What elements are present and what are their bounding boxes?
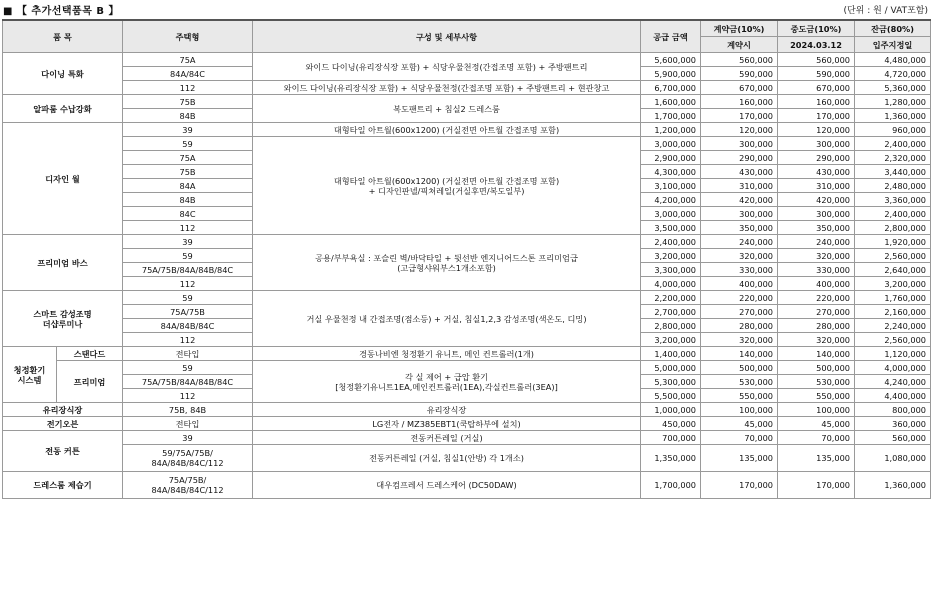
p3-cell: 1,360,000 bbox=[855, 109, 931, 123]
type-cell: 전타입 bbox=[123, 347, 253, 361]
type-cell: 84A bbox=[123, 179, 253, 193]
header-p3-sub: 입주지정일 bbox=[855, 37, 931, 53]
p1-cell: 300,000 bbox=[701, 137, 778, 151]
p2-cell: 220,000 bbox=[778, 291, 855, 305]
table-row bbox=[3, 403, 931, 417]
header-p1-title: 계약금(10%) bbox=[701, 20, 778, 37]
p1-cell: 70,000 bbox=[701, 431, 778, 445]
type-cell: 75B bbox=[123, 95, 253, 109]
p3-cell: 2,560,000 bbox=[855, 333, 931, 347]
category-cell: 디자인 월 bbox=[3, 123, 123, 235]
p1-cell: 300,000 bbox=[701, 207, 778, 221]
table-row bbox=[3, 361, 931, 375]
header-p2-title: 중도금(10%) bbox=[778, 20, 855, 37]
desc-cell: 대형타일 아트월(600x1200) (거실전면 아트월 간접조명 포함) + 디자인판넬/픽쳐레일(거실후면/복도일부) bbox=[253, 137, 641, 235]
price-cell: 1,700,000 bbox=[641, 109, 701, 123]
header-type: 주택형 bbox=[123, 20, 253, 53]
type-cell: 39 bbox=[123, 123, 253, 137]
desc-cell: 거실 우물천정 내 간접조명(점소등) + 거실, 침실1,2,3 감성조명(색온도, 디밍) bbox=[253, 291, 641, 347]
p1-cell: 290,000 bbox=[701, 151, 778, 165]
type-cell: 112 bbox=[123, 333, 253, 347]
price-cell: 3,100,000 bbox=[641, 179, 701, 193]
type-cell: 84A/84B/84C bbox=[123, 319, 253, 333]
p2-cell: 530,000 bbox=[778, 375, 855, 389]
p3-cell: 2,560,000 bbox=[855, 249, 931, 263]
desc-cell: 각 실 제어 + 급압 환기 [청정환기유니트1EA,메인컨트롤러(1EA),각실컨트롤러(3EA)] bbox=[253, 361, 641, 403]
table-row bbox=[3, 123, 931, 137]
category-cell: 다이닝 특화 bbox=[3, 53, 123, 95]
table-title: ■ 【 추가선택품목 B 】 bbox=[3, 6, 119, 17]
p2-cell: 170,000 bbox=[778, 472, 855, 499]
price-cell: 700,000 bbox=[641, 431, 701, 445]
price-cell: 4,300,000 bbox=[641, 165, 701, 179]
p2-cell: 430,000 bbox=[778, 165, 855, 179]
p2-cell: 310,000 bbox=[778, 179, 855, 193]
type-cell: 59 bbox=[123, 249, 253, 263]
p3-cell: 800,000 bbox=[855, 403, 931, 417]
table-row bbox=[3, 445, 931, 472]
table-row bbox=[3, 431, 931, 445]
p3-cell: 4,400,000 bbox=[855, 389, 931, 403]
type-cell: 84B bbox=[123, 109, 253, 123]
p2-cell: 350,000 bbox=[778, 221, 855, 235]
p2-cell: 70,000 bbox=[778, 431, 855, 445]
p1-cell: 320,000 bbox=[701, 333, 778, 347]
category-cell: 전동 커튼 bbox=[3, 431, 123, 472]
price-cell: 2,200,000 bbox=[641, 291, 701, 305]
p1-cell: 590,000 bbox=[701, 67, 778, 81]
p2-cell: 240,000 bbox=[778, 235, 855, 249]
p2-cell: 100,000 bbox=[778, 403, 855, 417]
p2-cell: 120,000 bbox=[778, 123, 855, 137]
header-p2-sub: 2024.03.12 bbox=[778, 37, 855, 53]
price-cell: 3,500,000 bbox=[641, 221, 701, 235]
p1-cell: 170,000 bbox=[701, 109, 778, 123]
p3-cell: 1,920,000 bbox=[855, 235, 931, 249]
category-cell: 알파룸 수납강화 bbox=[3, 95, 123, 123]
table-row bbox=[3, 235, 931, 249]
unit-note: (단위 : 원 / VAT포함) bbox=[843, 6, 928, 16]
p1-cell: 670,000 bbox=[701, 81, 778, 95]
p2-cell: 170,000 bbox=[778, 109, 855, 123]
p3-cell: 560,000 bbox=[855, 431, 931, 445]
type-cell: 39 bbox=[123, 235, 253, 249]
price-cell: 1,700,000 bbox=[641, 472, 701, 499]
p3-cell: 1,120,000 bbox=[855, 347, 931, 361]
p3-cell: 4,720,000 bbox=[855, 67, 931, 81]
type-cell: 84B bbox=[123, 193, 253, 207]
price-cell: 3,000,000 bbox=[641, 137, 701, 151]
price-cell: 4,000,000 bbox=[641, 277, 701, 291]
p2-cell: 320,000 bbox=[778, 333, 855, 347]
price-cell: 5,300,000 bbox=[641, 375, 701, 389]
type-cell: 75A/75B bbox=[123, 305, 253, 319]
p1-cell: 330,000 bbox=[701, 263, 778, 277]
p2-cell: 670,000 bbox=[778, 81, 855, 95]
desc-cell: 유리장식장 bbox=[253, 403, 641, 417]
type-cell: 59 bbox=[123, 291, 253, 305]
table-row bbox=[3, 472, 931, 499]
p1-cell: 320,000 bbox=[701, 249, 778, 263]
type-cell: 112 bbox=[123, 277, 253, 291]
p2-cell: 330,000 bbox=[778, 263, 855, 277]
desc-cell: 공용/부부욕실 : 포슬린 벽/바닥타일 + 뒷선반 엔지니어드스톤 프리미엄급 (고급형샤워부스1개소포함) bbox=[253, 235, 641, 291]
p1-cell: 240,000 bbox=[701, 235, 778, 249]
p3-cell: 3,200,000 bbox=[855, 277, 931, 291]
p1-cell: 220,000 bbox=[701, 291, 778, 305]
p2-cell: 500,000 bbox=[778, 361, 855, 375]
p3-cell: 5,360,000 bbox=[855, 81, 931, 95]
type-cell: 84C bbox=[123, 207, 253, 221]
desc-cell: 전동커튼레일 (거실, 침실1(안방) 각 1개소) bbox=[253, 445, 641, 472]
p2-cell: 290,000 bbox=[778, 151, 855, 165]
p1-cell: 160,000 bbox=[701, 95, 778, 109]
type-cell: 75B bbox=[123, 165, 253, 179]
p3-cell: 2,160,000 bbox=[855, 305, 931, 319]
price-cell: 5,500,000 bbox=[641, 389, 701, 403]
p1-cell: 270,000 bbox=[701, 305, 778, 319]
price-cell: 2,800,000 bbox=[641, 319, 701, 333]
header-p1-sub: 계약시 bbox=[701, 37, 778, 53]
p3-cell: 3,360,000 bbox=[855, 193, 931, 207]
type-cell: 75A/75B/84A/84B/84C bbox=[123, 375, 253, 389]
p2-cell: 135,000 bbox=[778, 445, 855, 472]
p1-cell: 550,000 bbox=[701, 389, 778, 403]
type-cell: 전타입 bbox=[123, 417, 253, 431]
p3-cell: 2,240,000 bbox=[855, 319, 931, 333]
desc-cell: 경동나비엔 청정환기 유니트, 메인 컨트롤러(1개) bbox=[253, 347, 641, 361]
table-row bbox=[3, 137, 931, 151]
p3-cell: 4,240,000 bbox=[855, 375, 931, 389]
desc-cell: LG전자 / MZ385EBT1(쿡탑하부에 설치) bbox=[253, 417, 641, 431]
p2-cell: 590,000 bbox=[778, 67, 855, 81]
price-cell: 5,600,000 bbox=[641, 53, 701, 67]
price-cell: 2,700,000 bbox=[641, 305, 701, 319]
p3-cell: 3,440,000 bbox=[855, 165, 931, 179]
p3-cell: 2,400,000 bbox=[855, 137, 931, 151]
p2-cell: 420,000 bbox=[778, 193, 855, 207]
type-cell: 75A bbox=[123, 151, 253, 165]
p1-cell: 310,000 bbox=[701, 179, 778, 193]
price-cell: 1,350,000 bbox=[641, 445, 701, 472]
category-cell: 유리장식장 bbox=[3, 403, 123, 417]
price-cell: 450,000 bbox=[641, 417, 701, 431]
type-cell: 75B, 84B bbox=[123, 403, 253, 417]
p2-cell: 45,000 bbox=[778, 417, 855, 431]
type-cell: 75A bbox=[123, 53, 253, 67]
p3-cell: 4,480,000 bbox=[855, 53, 931, 67]
subcategory-cell: 프리미엄 bbox=[57, 361, 123, 403]
p2-cell: 270,000 bbox=[778, 305, 855, 319]
p1-cell: 350,000 bbox=[701, 221, 778, 235]
desc-cell: 대우컴프레서 드레스케어 (DC50DAW) bbox=[253, 472, 641, 499]
category-cell: 스마트 감성조명 더샵루미나 bbox=[3, 291, 123, 347]
p3-cell: 2,800,000 bbox=[855, 221, 931, 235]
p3-cell: 2,480,000 bbox=[855, 179, 931, 193]
p2-cell: 400,000 bbox=[778, 277, 855, 291]
price-cell: 4,200,000 bbox=[641, 193, 701, 207]
header-desc: 구성 및 세부사항 bbox=[253, 20, 641, 53]
p1-cell: 280,000 bbox=[701, 319, 778, 333]
p3-cell: 1,080,000 bbox=[855, 445, 931, 472]
p2-cell: 550,000 bbox=[778, 389, 855, 403]
type-cell: 39 bbox=[123, 431, 253, 445]
p3-cell: 4,000,000 bbox=[855, 361, 931, 375]
desc-cell: 복도팬트리 + 침실2 드레스룸 bbox=[253, 95, 641, 123]
price-cell: 5,900,000 bbox=[641, 67, 701, 81]
type-cell: 75A/75B/84A/84B/84C bbox=[123, 263, 253, 277]
subcategory-cell: 스탠다드 bbox=[57, 347, 123, 361]
price-cell: 3,200,000 bbox=[641, 249, 701, 263]
p3-cell: 2,400,000 bbox=[855, 207, 931, 221]
table-row bbox=[3, 95, 931, 109]
p2-cell: 300,000 bbox=[778, 137, 855, 151]
type-cell: 112 bbox=[123, 389, 253, 403]
category-cell: 청정환기 시스템 bbox=[3, 347, 57, 403]
table-row bbox=[3, 81, 931, 95]
desc-cell: 와이드 다이닝(유리장식장 포함) + 식당우물천정(간접조명 포함) + 주방팬트리 bbox=[253, 53, 641, 81]
p1-cell: 100,000 bbox=[701, 403, 778, 417]
p1-cell: 500,000 bbox=[701, 361, 778, 375]
category-cell: 프리미엄 바스 bbox=[3, 235, 123, 291]
p1-cell: 420,000 bbox=[701, 193, 778, 207]
header-price: 공급 금액 bbox=[641, 20, 701, 53]
p2-cell: 320,000 bbox=[778, 249, 855, 263]
price-cell: 1,600,000 bbox=[641, 95, 701, 109]
type-cell: 59/75A/75B/ 84A/84B/84C/112 bbox=[123, 445, 253, 472]
p3-cell: 1,760,000 bbox=[855, 291, 931, 305]
price-cell: 1,200,000 bbox=[641, 123, 701, 137]
type-cell: 59 bbox=[123, 361, 253, 375]
header-item: 품 목 bbox=[3, 20, 123, 53]
p2-cell: 160,000 bbox=[778, 95, 855, 109]
p3-cell: 2,640,000 bbox=[855, 263, 931, 277]
option-price-table bbox=[2, 19, 931, 499]
table-row bbox=[3, 53, 931, 67]
p3-cell: 2,320,000 bbox=[855, 151, 931, 165]
p2-cell: 280,000 bbox=[778, 319, 855, 333]
price-cell: 1,400,000 bbox=[641, 347, 701, 361]
table-row bbox=[3, 417, 931, 431]
header-p3-title: 잔금(80%) bbox=[855, 20, 931, 37]
desc-cell: 와이드 다이닝(유리장식장 포함) + 식당우물천정(간접조명 포함) + 주방팬트리 + 현관창고 bbox=[253, 81, 641, 95]
p3-cell: 1,280,000 bbox=[855, 95, 931, 109]
price-cell: 3,300,000 bbox=[641, 263, 701, 277]
type-cell: 112 bbox=[123, 81, 253, 95]
p2-cell: 300,000 bbox=[778, 207, 855, 221]
category-cell: 드레스룸 제습기 bbox=[3, 472, 123, 499]
desc-cell: 전동커튼레일 (거실) bbox=[253, 431, 641, 445]
p1-cell: 170,000 bbox=[701, 472, 778, 499]
p1-cell: 135,000 bbox=[701, 445, 778, 472]
p2-cell: 140,000 bbox=[778, 347, 855, 361]
price-cell: 1,000,000 bbox=[641, 403, 701, 417]
price-cell: 2,400,000 bbox=[641, 235, 701, 249]
p1-cell: 560,000 bbox=[701, 53, 778, 67]
p1-cell: 400,000 bbox=[701, 277, 778, 291]
type-cell: 84A/84C bbox=[123, 67, 253, 81]
p2-cell: 560,000 bbox=[778, 53, 855, 67]
price-cell: 5,000,000 bbox=[641, 361, 701, 375]
p1-cell: 120,000 bbox=[701, 123, 778, 137]
page-header bbox=[0, 0, 936, 18]
price-cell: 3,000,000 bbox=[641, 207, 701, 221]
price-cell: 3,200,000 bbox=[641, 333, 701, 347]
table-row bbox=[3, 291, 931, 305]
type-cell: 112 bbox=[123, 221, 253, 235]
p3-cell: 360,000 bbox=[855, 417, 931, 431]
table-row bbox=[3, 347, 931, 361]
p1-cell: 530,000 bbox=[701, 375, 778, 389]
p1-cell: 140,000 bbox=[701, 347, 778, 361]
category-cell: 전기오븐 bbox=[3, 417, 123, 431]
desc-cell: 대형타일 아트월(600x1200) (거실전면 아트월 간접조명 포함) bbox=[253, 123, 641, 137]
p1-cell: 45,000 bbox=[701, 417, 778, 431]
type-cell: 59 bbox=[123, 137, 253, 151]
p3-cell: 960,000 bbox=[855, 123, 931, 137]
p1-cell: 430,000 bbox=[701, 165, 778, 179]
price-cell: 6,700,000 bbox=[641, 81, 701, 95]
price-cell: 2,900,000 bbox=[641, 151, 701, 165]
p3-cell: 1,360,000 bbox=[855, 472, 931, 499]
type-cell: 75A/75B/ 84A/84B/84C/112 bbox=[123, 472, 253, 499]
